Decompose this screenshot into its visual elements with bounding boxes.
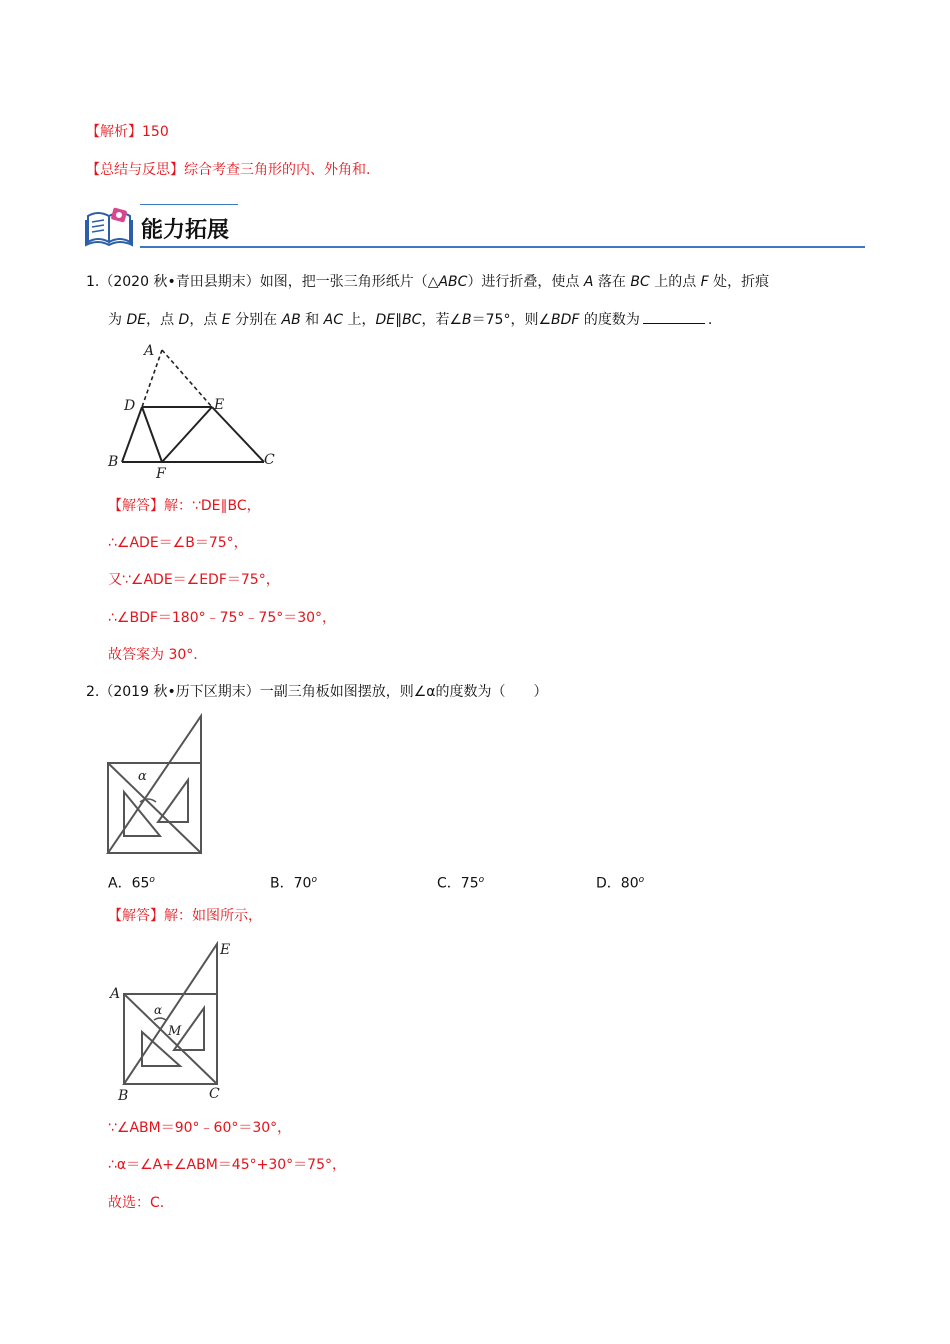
label-c: C: [264, 452, 275, 468]
q1-text: 上，: [343, 312, 376, 328]
label-f: F: [156, 466, 166, 482]
q1-stem-line2: [108, 310, 712, 330]
label-e: E: [214, 397, 225, 413]
summary-line: [86, 160, 370, 180]
summary-text: 综合考查三角形的内、外角和.: [184, 162, 371, 178]
analysis-value: 150: [142, 124, 169, 140]
q2-answer-line: ∵∠ABM＝90°﹣60°＝30°，: [108, 1120, 292, 1136]
option-c[interactable]: [437, 870, 484, 894]
summary-label: 【总结与反思】: [86, 162, 184, 178]
section-rule: [140, 246, 865, 248]
alpha-label: α: [154, 1003, 163, 1017]
q1-number: 1.: [86, 274, 100, 290]
option-letter: C．: [437, 875, 461, 892]
q1-answer-line: 【解答】解：∵DE∥BC，: [108, 498, 261, 514]
q1-var: E: [221, 312, 231, 328]
label-c: C: [209, 1086, 220, 1102]
option-letter: B．: [270, 875, 294, 892]
q1-figure: [100, 338, 290, 488]
option-b[interactable]: [270, 870, 317, 894]
q1-text: 的度数为: [579, 312, 640, 328]
q2-answer-figure: [104, 936, 244, 1110]
answer-blank: [643, 311, 705, 324]
label-d: D: [124, 398, 136, 414]
segment-db: [122, 407, 142, 462]
segment-df: [142, 407, 162, 462]
section-title: 能力拓展: [141, 218, 230, 243]
q1-var: F: [700, 274, 709, 290]
q1-var: AC: [323, 312, 343, 328]
option-a[interactable]: [108, 870, 155, 894]
alpha-label: α: [138, 769, 147, 784]
label-b: B: [118, 1088, 129, 1104]
alpha-arc: [154, 1018, 166, 1020]
q1-var: AB: [281, 312, 301, 328]
q1-text: 和: [300, 312, 324, 328]
fold-line-ae: [162, 350, 212, 407]
q1-text: 为: [108, 312, 127, 328]
option-value: 80: [620, 875, 639, 892]
q1-var: ABC: [438, 274, 468, 290]
q1-answer-line: ∴∠BDF＝180°﹣75°﹣75°＝30°，: [108, 610, 337, 626]
label-a: A: [144, 343, 155, 359]
degree-mark: o: [149, 875, 155, 885]
q1-text: 处，折痕: [708, 274, 770, 290]
q1-var: DE: [126, 312, 147, 328]
q1-text: 上的点: [649, 274, 701, 290]
q1-var: A: [583, 274, 594, 290]
q1-answer-line: 故答案为 30°.: [108, 647, 198, 663]
q2-answer-line: ∴α＝∠A+∠ABM＝45°+30°＝75°，: [108, 1157, 346, 1173]
q1-text: 分别在: [230, 312, 282, 328]
q1-text: .: [707, 312, 713, 328]
degree-mark: o: [311, 875, 317, 885]
open-book-icon: [84, 206, 134, 252]
q1-var: DE∥BC: [375, 312, 422, 328]
degree-mark: o: [478, 875, 485, 885]
label-e: E: [220, 942, 231, 958]
q1-text: ，若∠: [421, 312, 463, 328]
q1-text: ，点: [189, 312, 222, 328]
q2-answer-head: 【解答】解：如图所示，: [108, 908, 262, 924]
degree-mark: o: [638, 875, 645, 885]
section-rule-short: [140, 204, 238, 205]
q2-stem: [86, 682, 547, 702]
inner-triangle-left: [124, 792, 160, 836]
q1-answer-line: 又∵∠ADE＝∠EDF＝75°，: [108, 572, 280, 588]
label-b: B: [108, 454, 119, 470]
option-d[interactable]: [596, 870, 644, 894]
q1-text: ）进行折叠，使点: [467, 274, 584, 290]
option-letter: A．: [108, 875, 132, 892]
q1-text: ，点: [146, 312, 179, 328]
q2-figure: [100, 712, 212, 862]
q1-answer-line: ∴∠ADE＝∠B＝75°，: [108, 535, 248, 551]
option-value: 65: [131, 875, 150, 892]
q1-text: ＝75°，则∠: [471, 312, 552, 328]
q1-var: BC: [630, 274, 650, 290]
analysis-label: 【解析】: [86, 124, 142, 140]
label-m: M: [168, 1024, 182, 1039]
segment-ec: [212, 407, 264, 462]
q1-var: B: [462, 312, 472, 328]
q1-var: D: [178, 312, 190, 328]
q2-stem-text: （2019 秋•历下区期末）一副三角板如图摆放，则∠α的度数为（ ）: [99, 684, 548, 700]
q2-answer-line: 故选：C.: [108, 1195, 165, 1211]
label-a: A: [110, 986, 121, 1002]
analysis-line: [86, 122, 169, 142]
q2-number: 2.: [86, 684, 100, 700]
option-value: 75: [460, 875, 479, 892]
q1-stem-line1: [86, 272, 769, 292]
inner-triangle-right: [158, 780, 188, 822]
option-value: 70: [293, 875, 312, 892]
q1-text: （2020 秋•青田县期末）如图，把一张三角形纸片（△: [99, 274, 439, 290]
q1-text: 落在: [593, 274, 631, 290]
segment-ef: [162, 407, 212, 462]
option-letter: D．: [596, 875, 621, 892]
q1-var: BDF: [551, 312, 580, 328]
